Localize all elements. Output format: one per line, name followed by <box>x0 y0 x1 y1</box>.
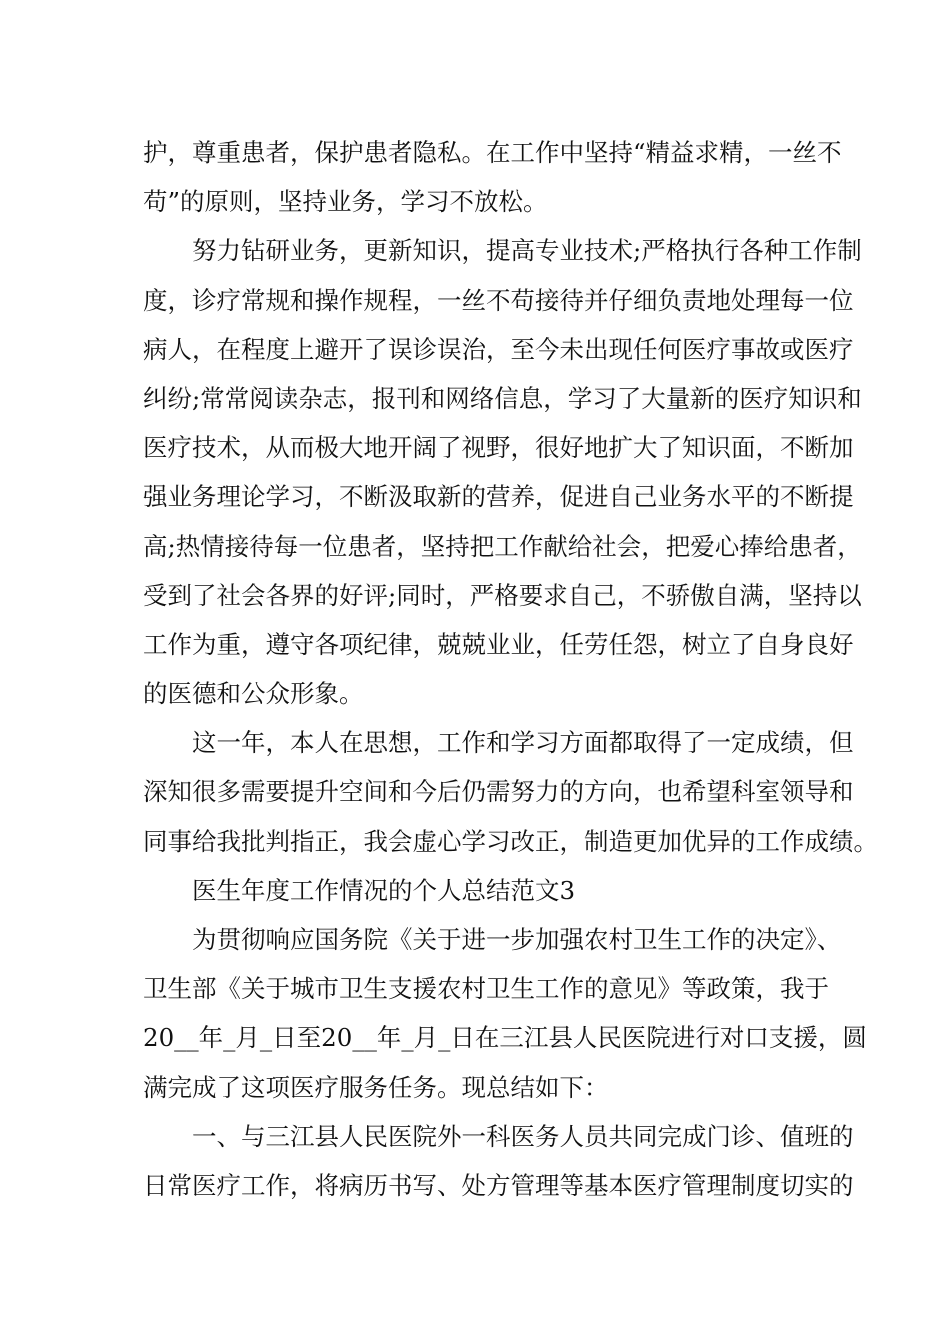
text-line: 努力钻研业务，更新知识，提高专业技术;严格执行各种工作制 <box>192 236 862 266</box>
text-line: 满完成了这项医疗服务任务。现总结如下： <box>143 1072 609 1102</box>
text-line: 日常医疗工作，将病历书写、处方管理等基本医疗管理制度切实的 <box>143 1170 854 1200</box>
text-line: 这一年，本人在思想，工作和学习方面都取得了一定成绩，但 <box>192 728 854 758</box>
text-line: 医疗技术，从而极大地开阔了视野，很好地扩大了知识面，不断加 <box>143 433 854 463</box>
text-line: 度，诊疗常规和操作规程，一丝不苟接待并仔细负责地处理每一位 <box>143 285 854 315</box>
paragraph-continuation <box>143 128 842 226</box>
document-body <box>143 128 878 1210</box>
text-line: 的医德和公众形象。 <box>143 679 364 709</box>
text-line: 纠纷;常常阅读杂志，报刊和网络信息，学习了大量新的医疗知识和 <box>143 383 862 413</box>
paragraph-intro <box>143 915 867 1112</box>
section-heading <box>143 866 807 915</box>
text-line: 苟”的原则，坚持业务，学习不放松。 <box>143 187 548 217</box>
text-line: 受到了社会各界的好评;同时，严格要求自己，不骄傲自满，坚持以 <box>143 580 862 610</box>
paragraph-summary <box>143 718 878 866</box>
text-line: 深知很多需要提升空间和今后仍需努力的方向，也希望科室领导和 <box>143 777 854 807</box>
text-line: 工作为重，遵守各项纪律，兢兢业业，任劳任怨，树立了自身良好 <box>143 629 854 659</box>
text-line: 同事给我批判指正，我会虚心学习改正，制造更加优异的工作成绩。 <box>143 826 878 856</box>
text-line: 高;热情接待每一位患者，坚持把工作献给社会，把爱心捧给患者， <box>143 531 862 561</box>
text-line: 卫生部《关于城市卫生支援农村卫生工作的意见》等政策，我于 <box>143 974 829 1004</box>
text-line: 为贯彻响应国务院《关于进一步加强农村卫生工作的决定》、 <box>192 925 842 954</box>
text-line: 20__年_月_日至20__年_月_日在三江县人民医院进行对口支援，圆 <box>143 1023 867 1053</box>
text-line: 病人，在程度上避开了误诊误治，至今未出现任何医疗事故或医疗 <box>143 334 854 364</box>
text-line: 强业务理论学习，不断汲取新的营养，促进自己业务水平的不断提 <box>143 482 854 512</box>
paragraph-study <box>143 226 862 718</box>
heading-line: 医生年度工作情况的个人总结范文3 <box>192 875 576 905</box>
paragraph-item-one <box>143 1112 854 1210</box>
text-line: 一、与三江县人民医院外一科医务人员共同完成门诊、值班的 <box>192 1121 854 1151</box>
text-line: 护，尊重患者，保护患者隐私。在工作中坚持“精益求精，一丝不 <box>143 138 842 167</box>
